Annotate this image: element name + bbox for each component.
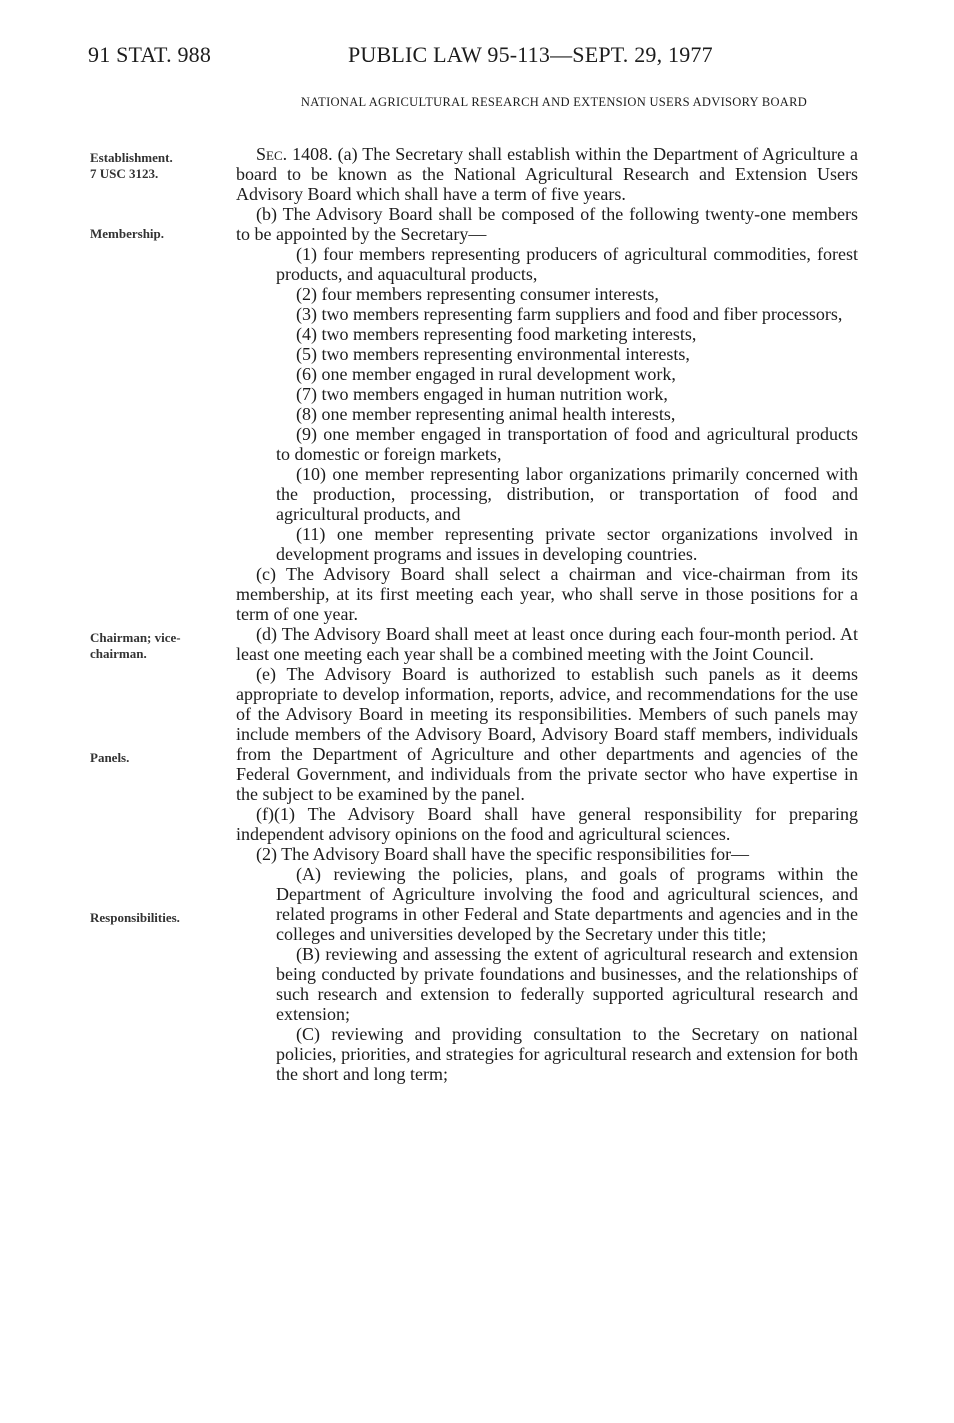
responsibility-c: (C) reviewing and providing consultation to the Secretary on national policies, priorities, and strategies for agricultural research and extension for both the short and long term; (276, 1024, 858, 1084)
subsection-f1: (f)(1) The Advisory Board shall have general responsibility for preparing independent advisory opinions on the food and agricultural sciences. (236, 804, 858, 844)
member-category-7: (7) two members engaged in human nutrition work, (296, 384, 668, 404)
responsibility-b: (B) reviewing and assessing the extent of agricultural research and extension being conducted by private foundations and businesses, and the relationships of such research and extension to federally supported agricultural research and extension; (276, 944, 858, 1024)
subsection-c: (c) The Advisory Board shall select a chairman and vice-chairman from its membership, at its first meeting each year, who shall serve in those positions for a term of one year. (236, 564, 858, 624)
subsection-d: (d) The Advisory Board shall meet at least once during each four-month period. At least one meeting each year shall be a combined meeting with the Joint Council. (236, 624, 858, 664)
member-category-1: (1) four members representing producers of agricultural commodities, forest products, and aquacultural products, (276, 244, 858, 284)
margin-note-panels: Panels. (90, 750, 130, 765)
member-category-8: (8) one member representing animal health interests, (296, 404, 676, 424)
subsection-f2: (2) The Advisory Board shall have the specific responsibilities for— (256, 844, 750, 864)
member-category-4: (4) two members representing food marketing interests, (296, 324, 697, 344)
member-category-9: (9) one member engaged in transportation of food and agricultural products to domestic or foreign markets, (276, 424, 858, 464)
subsection-e: (e) The Advisory Board is authorized to establish such panels as it deems appropriate to develop information, reports, advice, and recommendations for the use of the Advisory Board in meeting its responsibilities. Members of such panels may include members of the Advisory Board, Advisory Board staff members, individuals from the Department of Agriculture and other departments and agencies of the Federal Government, and individuals from the private sector who have expertise in the subject to be examined by the panel. (236, 664, 858, 804)
responsibility-a: (A) reviewing the policies, plans, and goals of programs within the Department of Agriculture involving the food and agricultural sciences, and related programs in other Federal and State departments and agencies and in the colleges and universities developed by the Secretary under this title; (276, 864, 858, 944)
subsection-b: (b) The Advisory Board shall be composed of the following twenty-one members to be appointed by the Secretary— (236, 204, 858, 244)
subsection-a (236, 144, 858, 204)
member-category-5: (5) two members representing environmental interests, (296, 344, 690, 364)
margin-note-chairman-line1: Chairman; vice- (90, 630, 181, 645)
member-category-10: (10) one member representing labor organizations primarily concerned with the production, processing, distribution, or transportation of food and agricultural products, and (276, 464, 858, 524)
member-category-3: (3) two members representing farm suppliers and food and fiber processors, (296, 304, 843, 324)
margin-note-usc: 7 USC 3123. (90, 166, 159, 181)
margin-note-responsibilities: Responsibilities. (90, 910, 180, 925)
member-category-11: (11) one member representing private sector organizations involved in development programs and issues in developing countries. (276, 524, 858, 564)
section-title: NATIONAL AGRICULTURAL RESEARCH AND EXTENSION USERS ADVISORY BOARD (300, 95, 808, 109)
section-body (236, 144, 858, 1084)
subsection-a-text: 1408. (a) The Secretary shall establish within the Department of Agriculture a board to be known as the National Agricultural Research and Extension Users Advisory Board which shall have a term of five years. (236, 144, 859, 204)
law-citation-header: PUBLIC LAW 95-113—SEPT. 29, 1977 (348, 42, 713, 67)
member-category-2: (2) four members representing consumer interests, (296, 284, 659, 304)
margin-note-membership: Membership. (90, 226, 165, 241)
section-label: Sec. (256, 144, 288, 164)
margin-note-establishment: Establishment. (90, 150, 173, 165)
member-category-6: (6) one member engaged in rural development work, (296, 364, 676, 384)
page-number-header: 91 STAT. 988 (88, 42, 212, 67)
margin-note-chairman-line2: chairman. (90, 646, 147, 661)
